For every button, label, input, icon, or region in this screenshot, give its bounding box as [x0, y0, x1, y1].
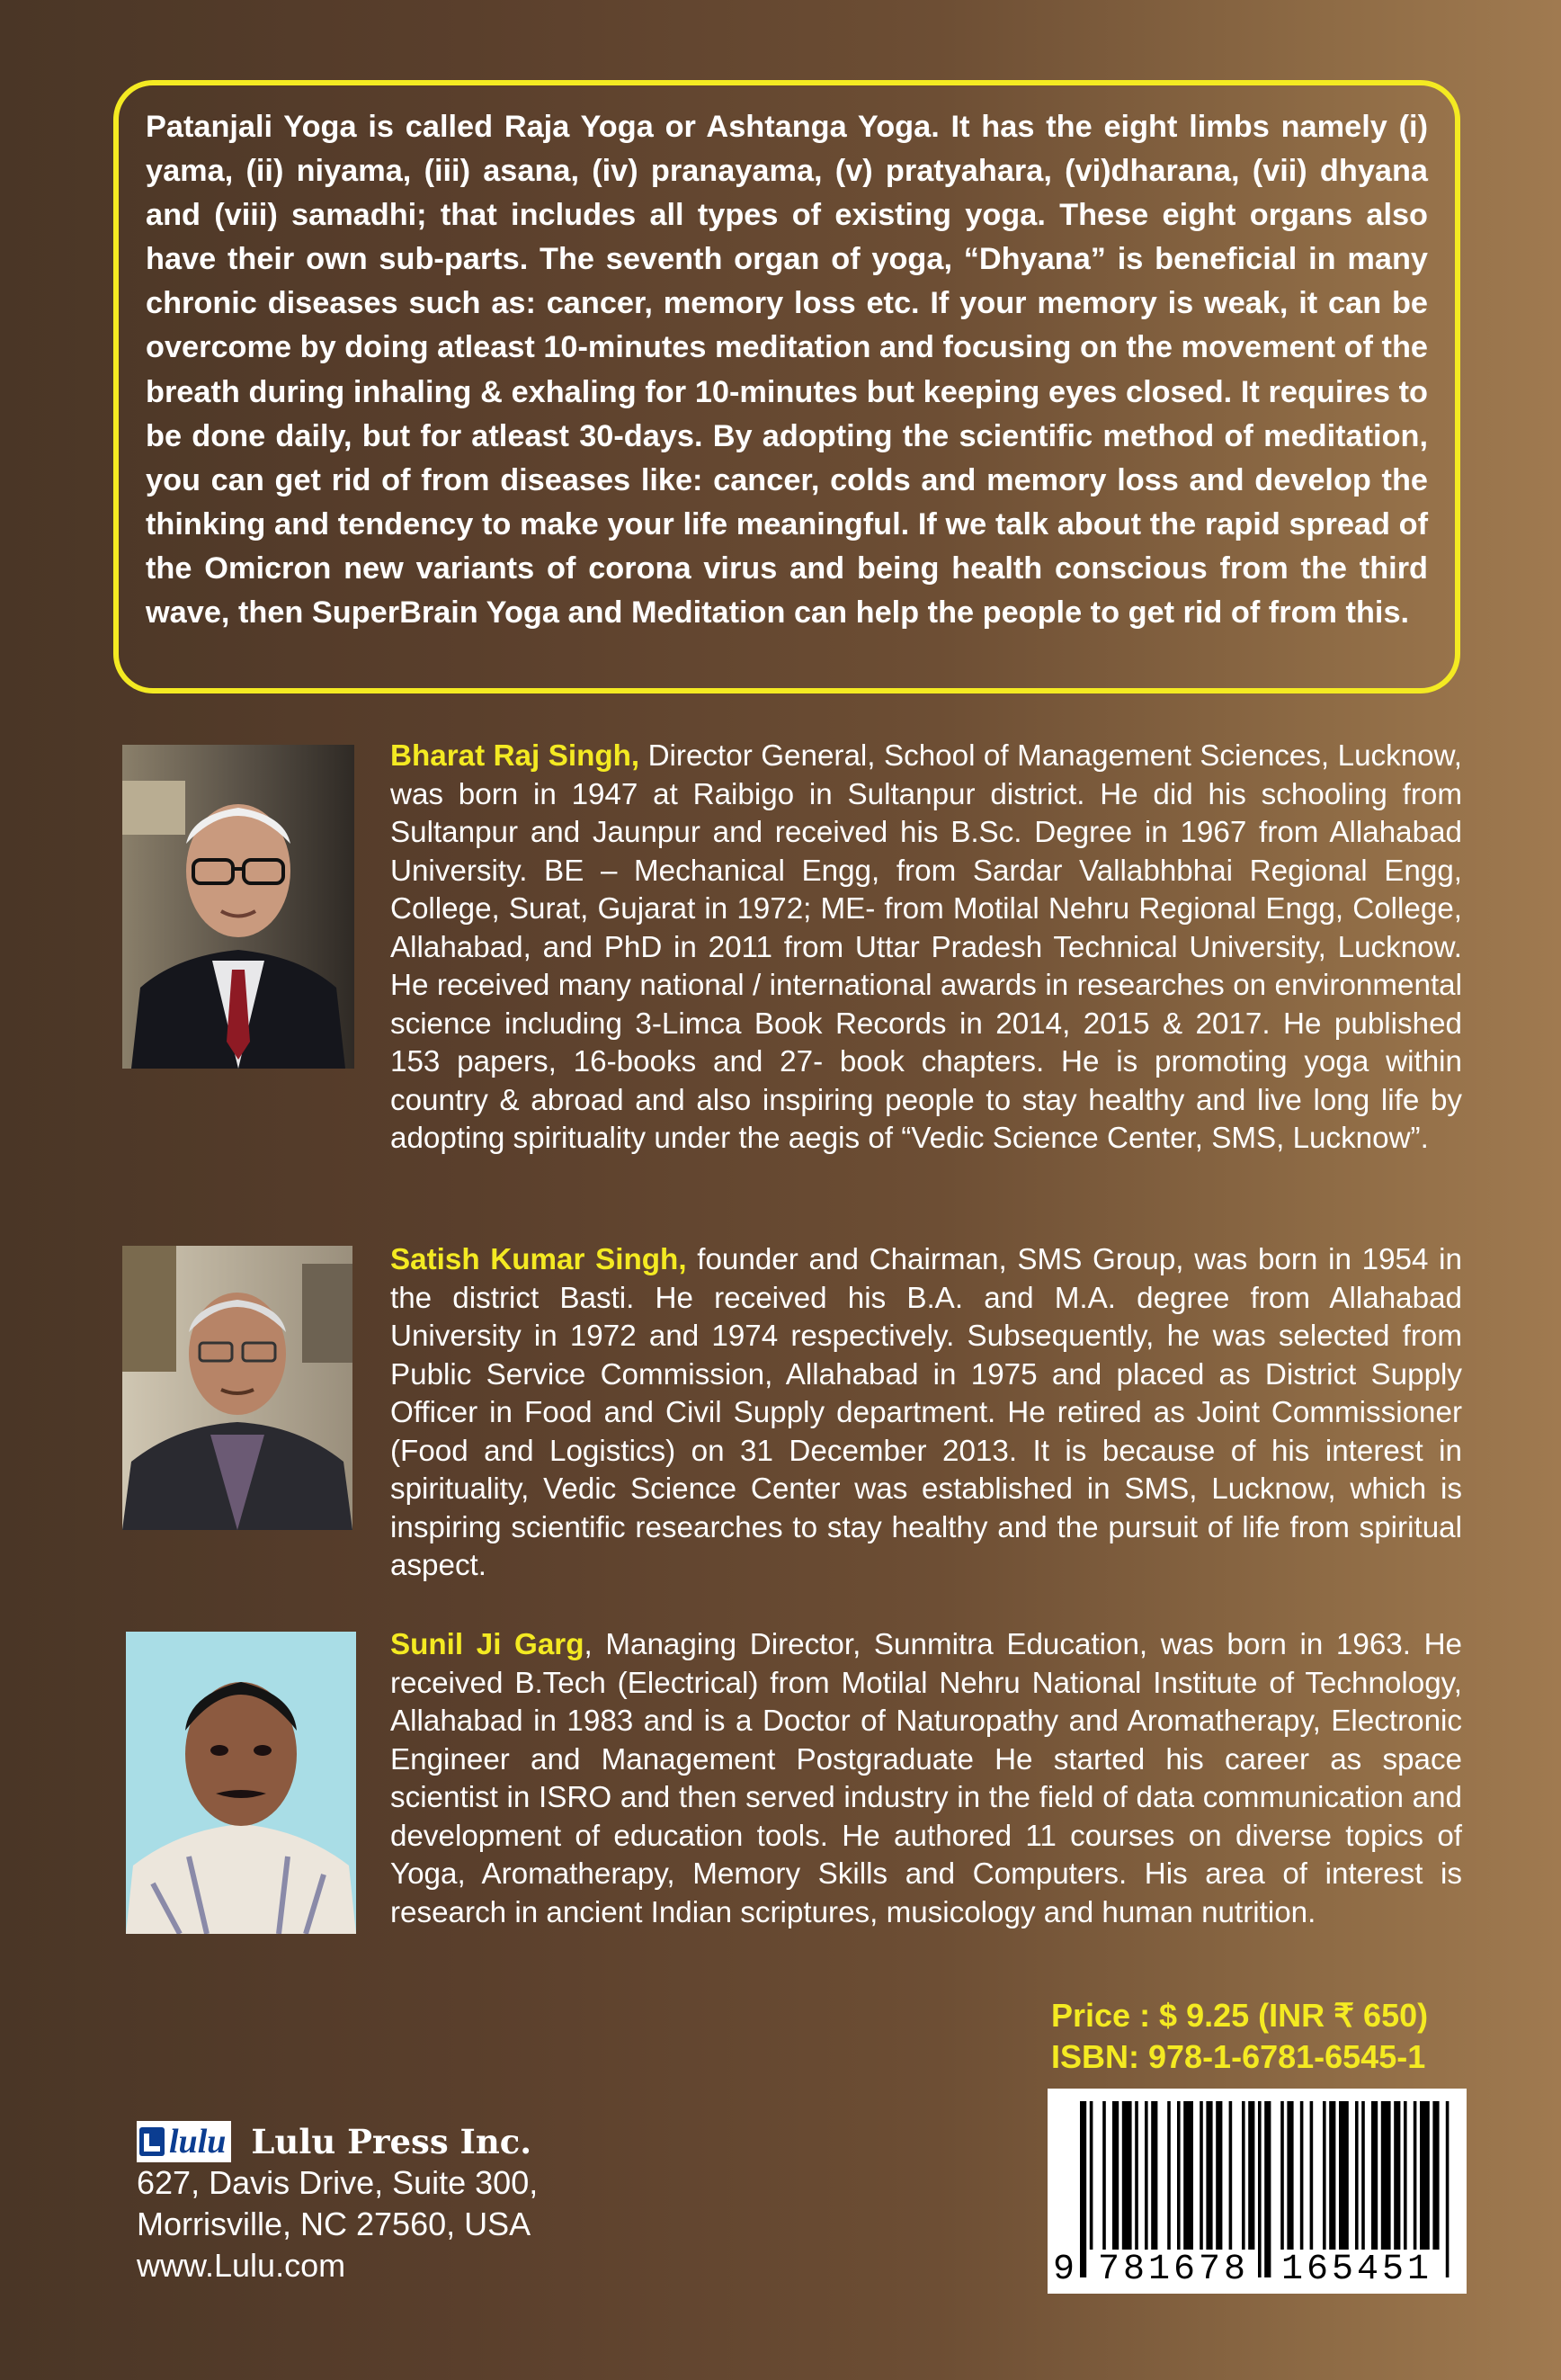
author-name-3: Sunil Ji Garg: [390, 1628, 584, 1661]
intro-box: [113, 80, 1460, 693]
author-photo-satish-kumar-singh: [122, 1246, 352, 1530]
publisher-header: [137, 2121, 538, 2162]
price-label: Price : $ 9.25 (INR ₹ 650): [1051, 1997, 1429, 2034]
author-description-3: , Managing Director, Sunmitra Education, was born in 1963. He received B.Tech (Electrical) from Motilal Nehru National Institute of Technology, Allahabad in 1983 and is a Doctor of Naturopathy and Aromatherapy, Electronic Engineer and Management Postgraduate He started his career as space scientist in ISRO and then served industry in the field of data communication and development of education tools. He authored 11 courses on diverse topics of Yoga, Aromatherapy, Memory Skills and Computers. His area of interest is research in ancient Indian scriptures, musicology and human nutrition.: [390, 1628, 1462, 1929]
isbn-label: ISBN: 978-1-6781-6545-1: [1051, 2038, 1426, 2075]
barcode-digits: [1048, 2241, 1467, 2290]
author-bio-text-1: [390, 738, 1462, 1159]
publisher-name: Lulu Press Inc.: [251, 2122, 532, 2161]
barcode-digit-first: 9: [1053, 2250, 1075, 2290]
publisher-address-line-2: Morrisville, NC 27560, USA: [137, 2206, 531, 2242]
price-block: [1051, 1995, 1428, 2078]
author-description-1: Director General, School of Management Sciences, Lucknow, was born in 1947 at Raibigo in Sultanpur district. He did his schooling from Sultanpur and Jaunpur and received his B.Sc. Degree in 1967 from Allahabad University. BE – Mechanical Engg, from Sardar Vallabhbhai Regional Engg, College, Surat, Gujarat in 1972; ME- from Motilal Nehru Regional Engg, College, Allahabad, and PhD in 2011 from Uttar Pradesh Technical University, Lucknow. He received many national / international awards in researches on environmental science including 3-Limca Book Records in 2014, 2015 & 2017. He published 153 papers, 16-books and 27- book chapters. He is promoting yoga within country & abroad and also inspiring people to stay healthy and live long life by adopting spirituality under the aegis of “Vedic Science Center, SMS, Lucknow”.: [390, 739, 1462, 1155]
barcode-digits-right: 165451: [1272, 2250, 1441, 2290]
barcode-digits-left: 781678: [1089, 2250, 1258, 2290]
publisher-address-line-1: 627, Davis Drive, Suite 300,: [137, 2164, 539, 2201]
author-description-2: founder and Chairman, SMS Group, was born in 1954 in the district Basti. He received his B.A. and M.A. degree from Allahabad University in 1972 and 1974 respectively. Subsequently, he was selected from Public Service Commission, Allahabad in 1975 and placed as District Supply Officer in Food and Civil Supply department. He retired as Joint Commissioner (Food and Logistics) on 31 December 2013. It is because of his interest in spirituality, Vedic Science Center was established in SMS, Lucknow, which is inspiring scientific researches to stay healthy and the pursuit of life from spiritual aspect.: [390, 1243, 1462, 1582]
author-photo-sunil-ji-garg: [126, 1632, 356, 1934]
lulu-logo: [137, 2121, 231, 2162]
publisher-website: www.Lulu.com: [137, 2247, 346, 2284]
author-photo-bharat-raj-singh: [122, 745, 354, 1069]
publisher-block: [137, 2121, 538, 2286]
author-bio-text-3: [390, 1626, 1462, 1932]
author-bio-text-2: [390, 1241, 1462, 1586]
author-name-2: Satish Kumar Singh,: [390, 1243, 687, 1276]
lulu-logo-text: lulu: [169, 2123, 227, 2161]
intro-text: Patanjali Yoga is called Raja Yoga or Ashtanga Yoga. It has the eight limbs namely (i) yama, (ii) niyama, (iii) asana, (iv) pranayama, (v) pratyahara, (vi)dharana, (vii) dhyana and (viii) samadhi; that includes all types of existing yoga. These eight organs also have their own sub-parts. The seventh organ of yoga, “Dhyana” is beneficial in many chronic diseases such as: cancer, memory loss etc. If your memory is weak, it can be overcome by doing atleast 10-minutes meditation and focusing on the movement of the breath during inhaling & exhaling for 10-minutes but keeping eyes closed. It requires to be done daily, but for atleast 30-days. By adopting the scientific method of meditation, you can get rid of from diseases like: cancer, colds and memory loss and develop the thinking and tendency to make your life meaningful. If we talk about the rapid spread of the Omicron new variants of corona virus and being health conscious from the third wave, then SuperBrain Yoga and Meditation can help the people to get rid of from this.: [146, 110, 1428, 631]
lulu-logo-icon: [138, 2126, 165, 2157]
isbn-barcode: [1048, 2089, 1467, 2294]
author-name-1: Bharat Raj Singh,: [390, 739, 640, 773]
